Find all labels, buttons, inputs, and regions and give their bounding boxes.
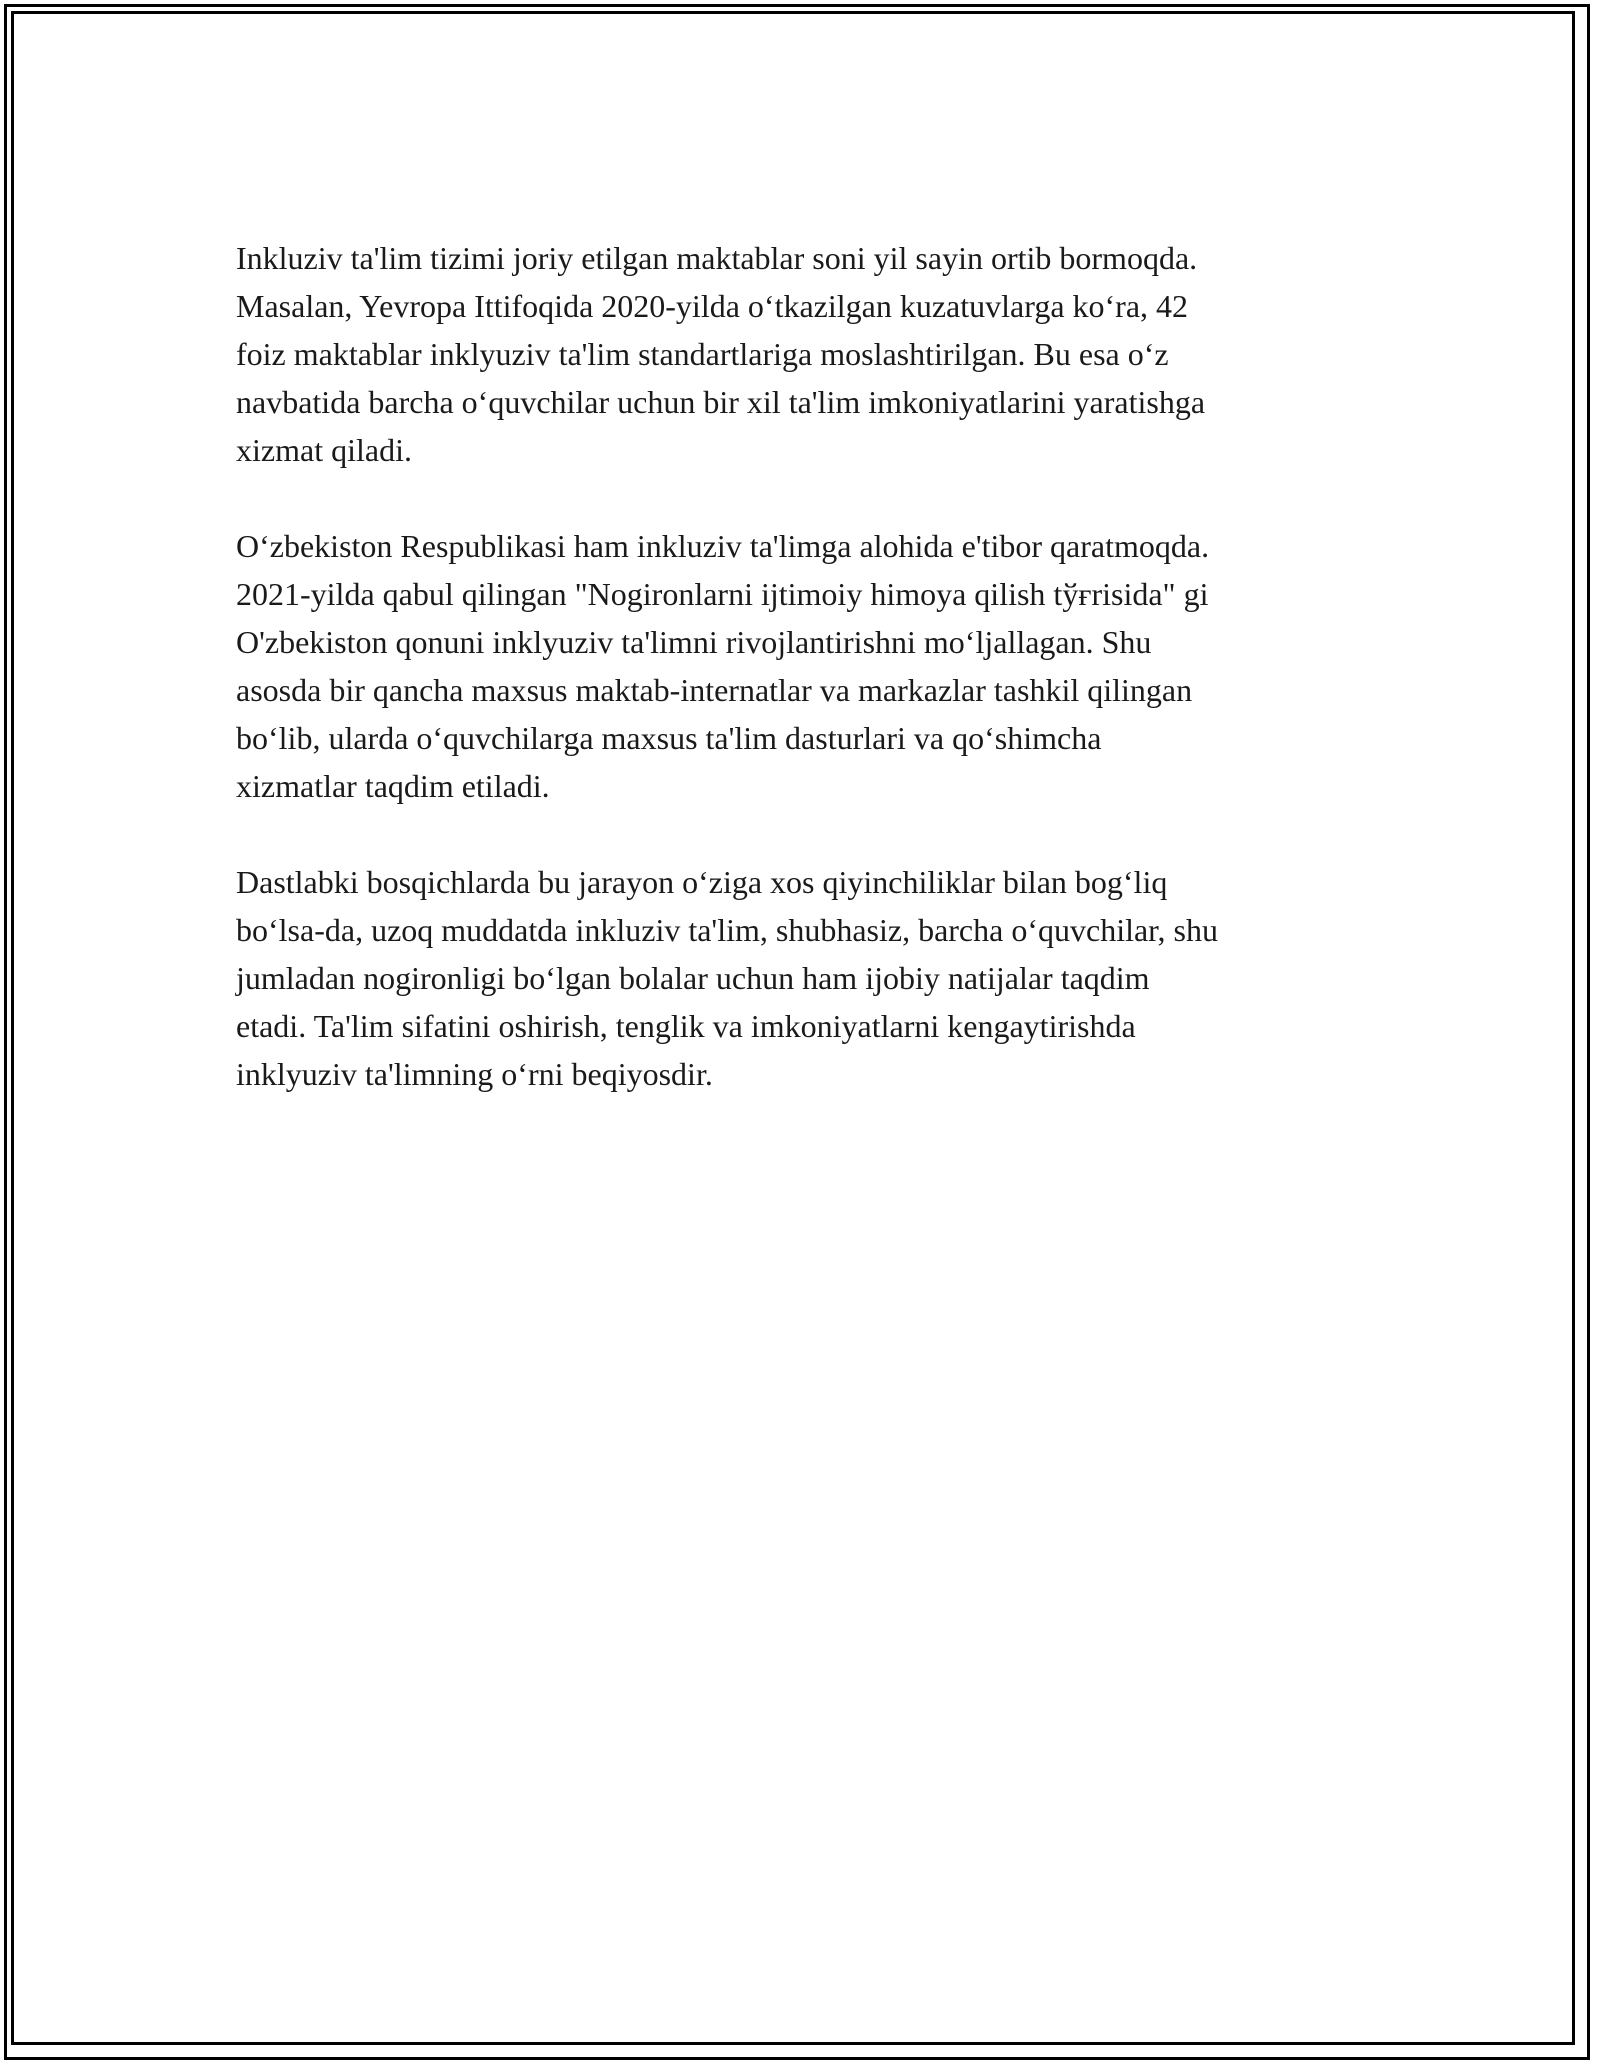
text-line: asosda bir qancha maxsus maktab-internatlar va markazlar tashkil qilingan	[236, 672, 1193, 708]
text-line: foiz maktablar inklyuziv ta'lim standartlariga moslashtirilgan. Bu esa oʻz	[236, 336, 1169, 372]
text-line: Dastlabki bosqichlarda bu jarayon oʻziga xos qiyinchiliklar bilan bogʻliq	[236, 864, 1168, 900]
text-line: 2021-yilda qabul qilingan "Nogironlarni ijtimoiy himoya qilish tўғrisida" gi	[236, 576, 1209, 612]
document-body	[236, 234, 1386, 1098]
text-line: xizmat qiladi.	[236, 432, 412, 468]
text-line: navbatida barcha oʻquvchilar uchun bir xil ta'lim imkoniyatlarini yaratishga	[236, 384, 1206, 420]
text-line: Masalan, Yevropa Ittifoqida 2020-yilda oʻtkazilgan kuzatuvlarga koʻra, 42	[236, 288, 1189, 324]
text-line: Inkluziv ta'lim tizimi joriy etilgan maktablar soni yil sayin ortib bormoqda.	[236, 240, 1198, 276]
paragraph-1	[236, 234, 1386, 474]
text-line: O'zbekiston qonuni inklyuziv ta'limni rivojlantirishni moʻljallagan. Shu	[236, 624, 1152, 660]
text-line: boʻlib, ularda oʻquvchilarga maxsus ta'lim dasturlari va qoʻshimcha	[236, 720, 1102, 756]
text-line: jumladan nogironligi boʻlgan bolalar uchun ham ijobiy natijalar taqdim	[236, 960, 1150, 996]
text-line: inklyuziv ta'limning oʻrni beqiyosdir.	[236, 1056, 713, 1092]
text-line: etadi. Ta'lim sifatini oshirish, tenglik va imkoniyatlarni kengaytirishda	[236, 1008, 1136, 1044]
text-line: xizmatlar taqdim etiladi.	[236, 768, 550, 804]
paragraph-3	[236, 858, 1386, 1098]
paragraph-2	[236, 522, 1386, 810]
text-line: boʻlsa-da, uzoq muddatda inkluziv ta'lim, shubhasiz, barcha oʻquvchilar, shu	[236, 912, 1218, 948]
text-line: Oʻzbekiston Respublikasi ham inkluziv ta'limga alohida e'tibor qaratmoqda.	[236, 528, 1210, 564]
